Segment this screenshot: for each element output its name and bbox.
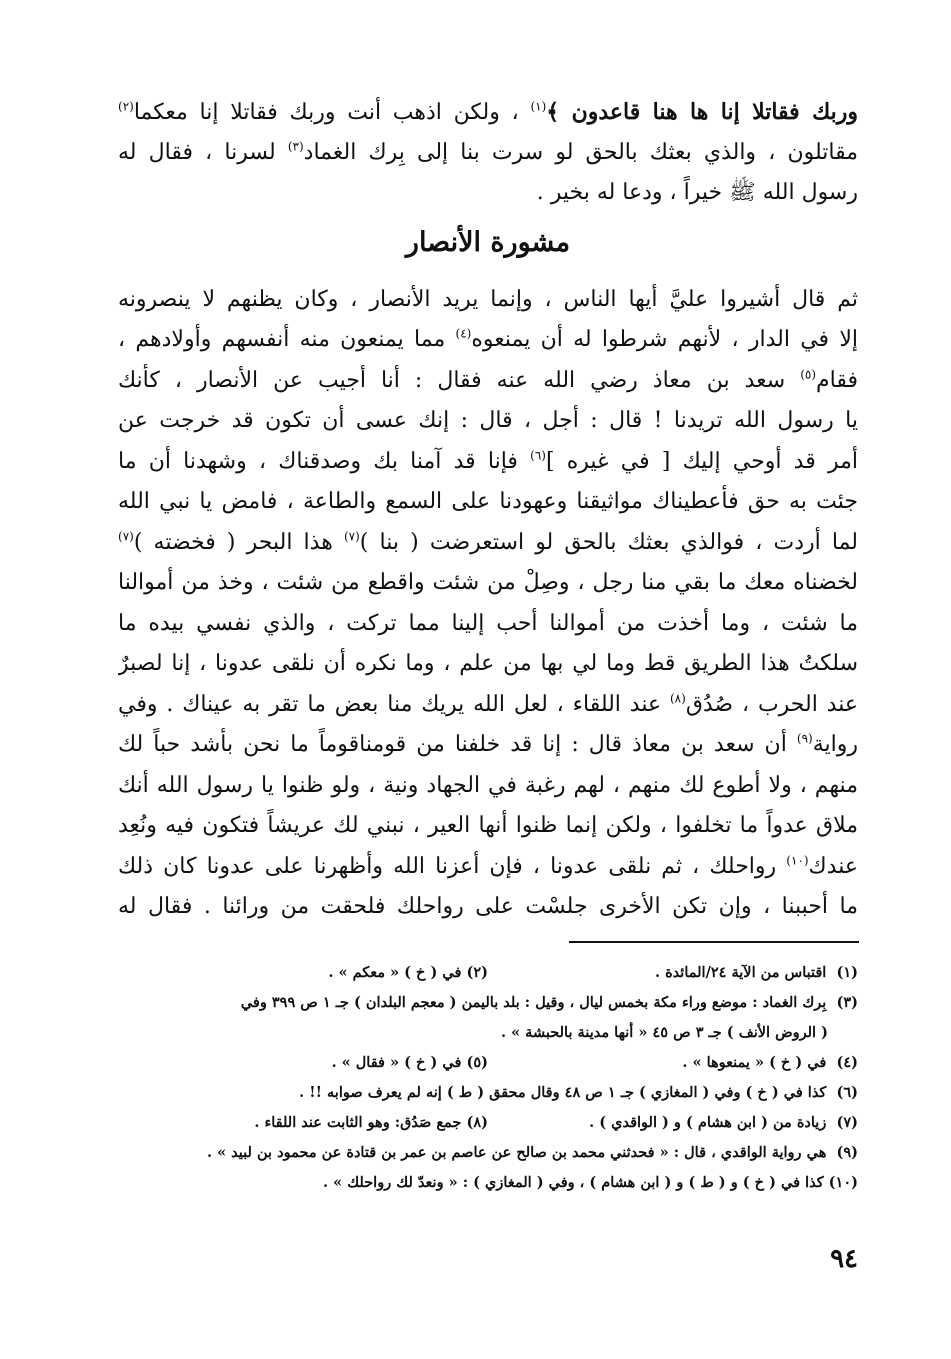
- footnote-2: (٢) في ( خ ) « معكم » .: [328, 964, 488, 981]
- text-line: منهم ، ولا أطوع لك منهم ، لهم رغبة في الجهاد ونية ، ولو ظنوا يا رسول الله أنك: [118, 772, 858, 798]
- footnote-ref[interactable]: (٨): [669, 691, 686, 706]
- text-line: سلكتُ هذا الطريق قط وما لي بها من علم ، وما نكره أن نلقى عدونا ، إنا لصبرٌ: [118, 651, 858, 676]
- text-line: عندك$^{(١٠)}$ رواحلك ، ثم نلقى عدونا ، فإن أعزنا الله وأظهرنا على عدونا كان ذلك: [118, 853, 858, 879]
- footnote-row: [118, 1048, 858, 1078]
- footnote-row: [118, 1138, 858, 1168]
- footnote-row: [118, 1168, 858, 1198]
- text-line: لما أردت ، فوالذي بعثك بالحق لو استعرضت ( بنا )$^{(٧)}$ هذا البحر ( فخضته )$^{(٧)}$: [118, 529, 858, 555]
- text-line: لخضناه معك ما بقي منا رجل ، وصِلْ من شئت واقطع من شئت ، وخذ من أموالنا: [118, 570, 858, 595]
- footnote-ref[interactable]: (٧): [343, 529, 360, 544]
- text-line: فقام$^{(٥)}$ سعد بن معاذ رضي الله عنه فقال : أنا أجيب عن الأنصار ، كأنك: [118, 367, 858, 393]
- main-text: [118, 92, 858, 928]
- text-line: ما أحببنا ، وإن تكن الأخرى جلسْت على رواحلك فلحقت من ورائنا . فقال له: [118, 894, 858, 919]
- footnote-9: (٩) هي رواية الواقدي ، قال : « فحدثني محمد بن صالح عن عاصم بن عمر بن قتادة عن محمود بن لبيد » .: [206, 1144, 858, 1161]
- footnote-7: (٧) زيادة من ( ابن هشام ) و ( الواقدي ) .: [589, 1114, 858, 1131]
- footnote-row: [118, 1108, 858, 1138]
- footnote-divider: [569, 941, 859, 943]
- footnote-ref[interactable]: (٦): [530, 448, 546, 463]
- footnote-1: (١) اقتباس من الآية ٢٤/المائدة .: [654, 964, 858, 981]
- text-line: رسول الله ﷺ خيراً ، ودعا له بخير .: [536, 180, 858, 205]
- footnote-row: [118, 958, 858, 988]
- footnote-ref[interactable]: (٣): [287, 139, 304, 154]
- footnote-10: (١٠) كذا في ( خ ) و ( ط ) و ( ابن هشام ) ، وفي ( المغازي ) : « ونعدّ لك رواحلك » .: [322, 1174, 858, 1191]
- footnote-ref[interactable]: (٩): [796, 731, 813, 746]
- footnote-8: (٨) جمع صَدُق: وهو الثابت عند اللقاء .: [254, 1114, 488, 1131]
- footnote-row: [118, 1018, 858, 1048]
- text-line: أمر قد أوحي إليك [ في غيره ]$^{(٦)}$ فإنا قد آمنا بك وصدقناك ، وشهدنا أن ما: [118, 448, 858, 474]
- footnote-4: (٤) في ( خ ) « يمنعوها » .: [682, 1054, 858, 1071]
- footnote-ref[interactable]: (١٠): [786, 853, 809, 868]
- page-number: ٩٤: [830, 1244, 858, 1274]
- footnote-3-continued: ( الروض الأنف ) جـ ٣ ص ٤٥ « أنها مدينة بالحبشة » .: [500, 1024, 828, 1041]
- text-line: ما شئت ، وما أخذت من أموالنا أحب إلينا مما تركت ، والذي نفسي بيده ما: [118, 610, 858, 636]
- footnote-3: (٣) بِرك الغماد : موضع وراء مكة بخمس ليال ، وقيل : بلد باليمن ( معجم البلدان ) جـ ١ ص ٣٩٩ وفي: [240, 994, 858, 1011]
- text-line: ملاق عدواً ما تخلفوا ، ولكن إنما ظنوا أنها العير ، نبني لك عريشاً فتكون فيه ونُعِد: [118, 813, 858, 838]
- text-line: يا رسول الله تريدنا ! قال : أجل ، قال : إنك عسى أن تكون قد خرجت عن: [118, 408, 858, 433]
- text-line: مقاتلون ، والذي بعثك بالحق لو سرت بنا إلى بِرك الغماد$^{(٣)}$ لسرنا ، فقال له: [118, 139, 858, 165]
- text-line: ثم قال أشيروا عليَّ أيها الناس ، وإنما يريد الأنصار ، وكان يظنهم لا ينصرونه: [118, 286, 858, 312]
- text-line: رواية$^{(٩)}$ أن سعد بن معاذ قال : إنا قد خلفنا من قومناقوماً ما نحن بأشد حباً لك: [118, 731, 858, 757]
- footnote-ref[interactable]: (٧): [118, 529, 134, 544]
- footnote-ref[interactable]: (٥): [800, 367, 817, 382]
- footnote-6: (٦) كذا في ( خ ) وفي ( المغازي ) جـ ١ ص ٤٨ وقال محقق ( ط ) إنه لم يعرف صوابه !! .: [299, 1084, 858, 1101]
- footnote-row: [118, 1078, 858, 1108]
- footnote-ref[interactable]: (١): [530, 99, 547, 114]
- footnote-row: [118, 988, 858, 1018]
- text-line: وربك فقاتلا إنا ها هنا قاعدون ﴾$^{(١)}$ ، ولكن اذهب أنت وربك فقاتلا إنا معكما$^{(٢)}$: [118, 99, 858, 125]
- footnote-ref[interactable]: (٤): [455, 326, 472, 341]
- quran-quote: وربك فقاتلا إنا ها هنا قاعدون ﴾: [546, 99, 858, 125]
- footnote-ref[interactable]: (٢): [118, 99, 134, 114]
- text-line: عند الحرب ، صُدُق$^{(٨)}$ عند اللقاء ، لعل الله يريك منا بعض ما تقر به عيناك . وفي: [118, 691, 858, 717]
- footnote-5: (٥) في ( خ ) « فقال » .: [331, 1054, 488, 1071]
- text-line: إلا في الدار ، لأنهم شرطوا له أن يمنعوه$^{(٤)}$ مما يمنعون منه أنفسهم وأولادهم ،: [118, 326, 858, 352]
- text-line: جئت به حق فأعطيناك مواثيقنا وعهودنا على السمع والطاعة ، فامض يا نبي الله: [118, 489, 858, 514]
- footnotes: [118, 958, 858, 1198]
- section-heading: مشورة الأنصار: [405, 226, 571, 258]
